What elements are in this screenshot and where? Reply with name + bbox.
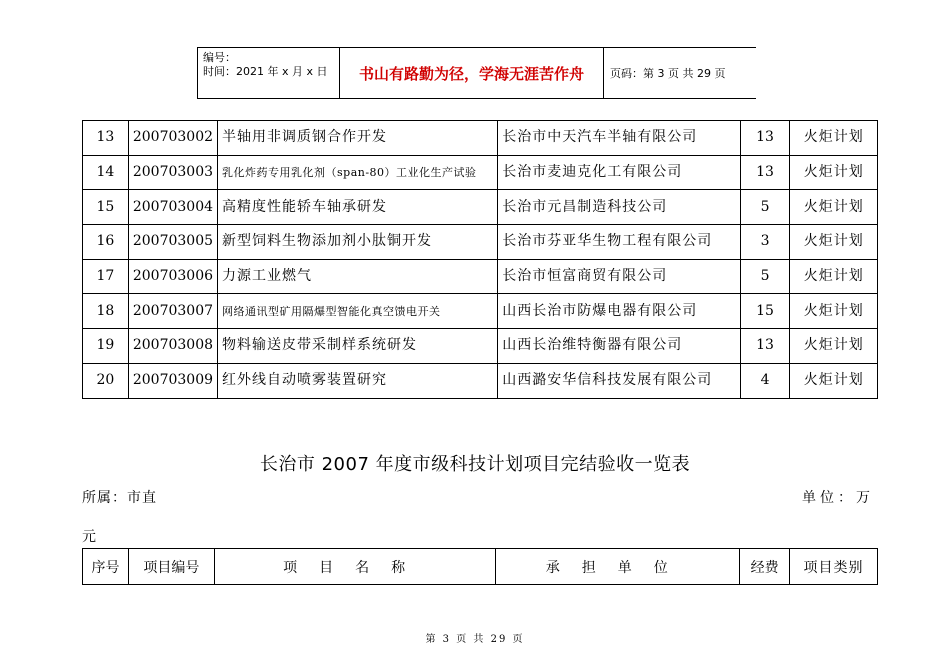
table-row: [83, 363, 878, 398]
project-type-cell: 火炬计划: [790, 294, 878, 329]
table-row: [83, 190, 878, 225]
undertaking-unit-cell: 山西长治市防爆电器有限公司: [498, 294, 740, 329]
table-row: [83, 259, 878, 294]
col-name: 项目名称: [214, 549, 496, 585]
col-type: 项目类别: [790, 549, 878, 585]
table-row: [83, 155, 878, 190]
col-code: 项目编号: [128, 549, 214, 585]
funding-cell: 3: [740, 225, 790, 260]
funding-cell: 15: [740, 294, 790, 329]
undertaking-unit-cell: 长治市恒富商贸有限公司: [498, 259, 740, 294]
undertaking-unit-cell: 山西潞安华信科技发展有限公司: [498, 363, 740, 398]
undertaking-unit-cell: 长治市元昌制造科技公司: [498, 190, 740, 225]
date-label: 时间：2021 年 x 月 x 日: [203, 65, 328, 78]
row-number-cell: 18: [83, 294, 129, 329]
project-type-cell: 火炬计划: [790, 121, 878, 156]
column-header-row: [83, 549, 878, 585]
project-name-cell: 物料输送皮带采制样系统研发: [218, 329, 498, 364]
row-number-cell: 16: [83, 225, 129, 260]
project-name-cell: 半轴用非调质钢合作开发: [218, 121, 498, 156]
row-number-cell: 15: [83, 190, 129, 225]
funding-cell: 13: [740, 121, 790, 156]
row-number-cell: 14: [83, 155, 129, 190]
project-code-cell: 200703002: [128, 121, 217, 156]
project-type-cell: 火炬计划: [790, 155, 878, 190]
col-fund: 经费: [740, 549, 790, 585]
undertaking-unit-cell: 长治市中天汽车半轴有限公司: [498, 121, 740, 156]
project-code-cell: 200703007: [128, 294, 217, 329]
project-name-cell: 高精度性能轿车轴承研发: [218, 190, 498, 225]
project-table: [82, 120, 878, 399]
section-title: 长治市 2007 年度市级科技计划项目完结验收一览表: [259, 454, 691, 475]
project-code-cell: 200703009: [128, 363, 217, 398]
unit-label: 单位：万: [802, 490, 874, 506]
unit-label-tail: 元: [82, 529, 96, 545]
project-code-cell: 200703008: [128, 329, 217, 364]
table-row: [83, 294, 878, 329]
project-name-cell: 乳化炸药专用乳化剂（span-80）工业化生产试验: [218, 155, 498, 190]
project-type-cell: 火炬计划: [790, 259, 878, 294]
funding-cell: 13: [740, 155, 790, 190]
column-header-table: [82, 548, 878, 585]
row-number-cell: 17: [83, 259, 129, 294]
project-name-cell: 新型饲料生物添加剂小肽铜开发: [218, 225, 498, 260]
project-code-cell: 200703006: [128, 259, 217, 294]
affiliation-label: 所属：市直: [82, 490, 157, 506]
project-type-cell: 火炬计划: [790, 190, 878, 225]
row-number-cell: 13: [83, 121, 129, 156]
undertaking-unit-cell: 长治市麦迪克化工有限公司: [498, 155, 740, 190]
project-code-cell: 200703005: [128, 225, 217, 260]
undertaking-unit-cell: 山西长治维特衡器有限公司: [498, 329, 740, 364]
funding-cell: 4: [740, 363, 790, 398]
project-type-cell: 火炬计划: [790, 225, 878, 260]
row-number-cell: 20: [83, 363, 129, 398]
project-type-cell: 火炬计划: [790, 329, 878, 364]
project-name-cell: 网络通讯型矿用隔爆型智能化真空馈电开关: [218, 294, 498, 329]
funding-cell: 5: [740, 190, 790, 225]
col-no: 序号: [83, 549, 129, 585]
project-code-cell: 200703003: [128, 155, 217, 190]
page-header: [197, 47, 756, 99]
number-label: 编号：: [203, 51, 236, 64]
funding-cell: 5: [740, 259, 790, 294]
table-row: [83, 121, 878, 156]
col-unit: 承担单位: [496, 549, 740, 585]
row-number-cell: 19: [83, 329, 129, 364]
table-row: [83, 225, 878, 260]
funding-cell: 13: [740, 329, 790, 364]
project-name-cell: 红外线自动喷雾装置研究: [218, 363, 498, 398]
undertaking-unit-cell: 长治市芬亚华生物工程有限公司: [498, 225, 740, 260]
header-page-info: 页码：第 3 页 共 29 页: [610, 67, 726, 80]
project-type-cell: 火炬计划: [790, 363, 878, 398]
header-motto: 书山有路勤为径，学海无涯苦作舟: [340, 48, 604, 98]
project-name-cell: 力源工业燃气: [218, 259, 498, 294]
header-meta: [198, 48, 340, 98]
page-footer: 第 3 页 共 29 页: [425, 634, 525, 645]
project-code-cell: 200703004: [128, 190, 217, 225]
table-row: [83, 329, 878, 364]
